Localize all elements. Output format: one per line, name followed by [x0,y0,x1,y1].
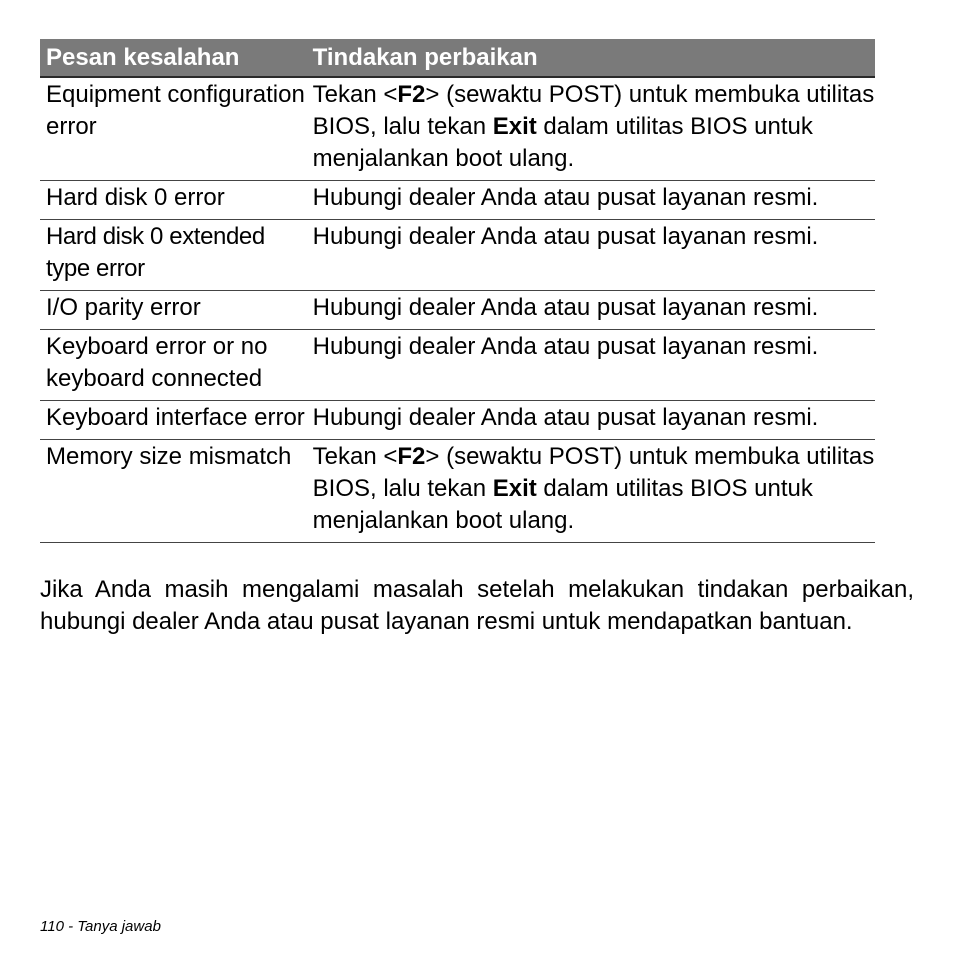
error-cell: Keyboard interface error [40,401,307,440]
table-header-row [40,39,875,77]
key-label: F2 [397,81,426,108]
action-cell [307,440,875,543]
table-row [40,181,875,220]
error-cell: Keyboard error or no keyboard connected [40,330,307,401]
header-corrective-action: Tindakan perbaikan [307,39,875,77]
action-text: > (sewaktu POST) untuk membuka utilitas BIOS, lalu tekan [312,443,875,502]
header-error-message: Pesan kesalahan [40,39,307,77]
action-cell: Hubungi dealer Anda atau pusat layanan resmi. [307,181,875,220]
table-row [40,77,875,181]
key-label: F2 [397,443,426,470]
action-cell: Hubungi dealer Anda atau pusat layanan resmi. [307,220,875,291]
action-cell: Hubungi dealer Anda atau pusat layanan resmi. [307,330,875,401]
error-cell: Memory size mismatch [40,440,307,543]
error-cell: Hard disk 0 extended type error [40,220,307,291]
page-footer: 110 - Tanya jawab [40,918,161,935]
action-text: > (sewaktu POST) untuk membuka utilitas BIOS, lalu tekan [312,81,875,140]
error-cell: Equipment configuration error [40,77,307,181]
table-row [40,291,875,330]
action-text: dalam utilitas BIOS untuk menjalankan boot ulang. [312,475,813,534]
exit-label: Exit [492,113,537,140]
action-text: Tekan < [312,81,398,108]
action-cell [307,77,875,181]
error-cell: I/O parity error [40,291,307,330]
table-row [40,220,875,291]
error-cell: Hard disk 0 error [40,181,307,220]
action-text: dalam utilitas BIOS untuk menjalankan boot ulang. [312,113,813,172]
error-table [40,39,875,543]
exit-label: Exit [492,475,537,502]
action-text: Tekan < [312,443,398,470]
action-cell: Hubungi dealer Anda atau pusat layanan resmi. [307,291,875,330]
help-paragraph: Jika Anda masih mengalami masalah setelah melakukan tindakan perbaikan, hubungi dealer Anda atau pusat layanan resmi untuk mendapatkan bantuan. [40,576,914,635]
table-row [40,401,875,440]
table-row [40,440,875,543]
action-cell: Hubungi dealer Anda atau pusat layanan resmi. [307,401,875,440]
table-row [40,330,875,401]
